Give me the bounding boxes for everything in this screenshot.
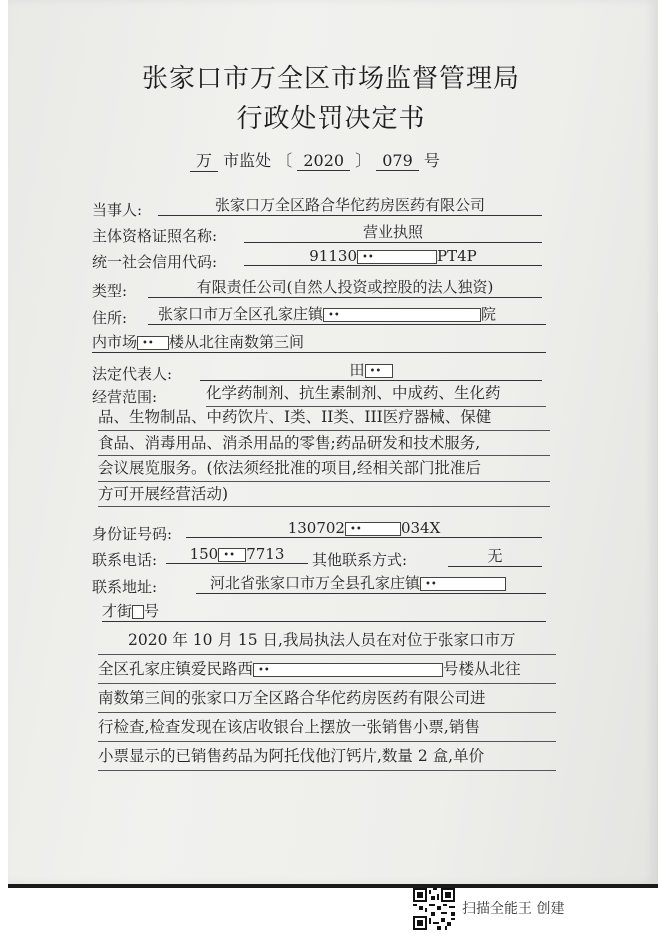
qr-code-icon (413, 888, 455, 930)
scope-line3: 食品、消毒用品、消杀用品的零售;药品研发和技术服务, (98, 431, 550, 457)
redaction-box: •• (365, 364, 393, 378)
body-line2-part2: 号楼从北往 (443, 660, 521, 678)
scope-text (98, 405, 550, 507)
contact-address-label: 联系地址: (92, 578, 158, 596)
body-line2-part1: 全区孔家庄镇爱民路西 (98, 660, 254, 678)
address-label: 住所: (92, 309, 128, 327)
legal-rep-label: 法定代表人: (92, 365, 173, 383)
redaction-box: •• (253, 663, 443, 677)
license-label: 主体资格证照名称: (92, 227, 218, 245)
type-label: 类型: (92, 282, 128, 300)
redaction-box: •• (323, 308, 481, 322)
redaction-box (132, 605, 144, 619)
body-line5: 小票显示的已销售药品为阿托伐他汀钙片,数量 2 盒,单价 (98, 742, 556, 771)
contact-address-line2 (102, 600, 546, 622)
scanner-watermark-text: 扫描全能王 创建 (462, 901, 565, 917)
id-part2: 034X (400, 519, 441, 537)
address-line2-part1: 内市场 (92, 333, 138, 351)
redaction-box: •• (345, 522, 401, 536)
id-label: 身份证号码: (92, 525, 173, 543)
scope-line1: 化学药制剂、抗生素制剂、中成药、生化药 (206, 381, 546, 407)
credit-code-part1: 91130 (309, 247, 357, 265)
address-value (148, 303, 546, 325)
phone-part2: 7713 (246, 545, 285, 563)
license-value: 营业执照 (244, 221, 542, 243)
docno-suffix: 号 (423, 151, 440, 170)
docno-year: 2020 (297, 151, 350, 171)
document-number (190, 148, 440, 172)
contact-address-part1: 河北省张家口市万全县孔家庄镇 (210, 574, 421, 592)
credit-code-part2: PT4P (436, 247, 477, 265)
other-contact-label: 其他联系方式: (312, 551, 408, 569)
scope-label: 经营范围: (92, 388, 158, 406)
agency-title: 张家口市万全区市场监督管理局 (141, 64, 520, 94)
phone-label: 联系电话: (92, 551, 158, 569)
legal-rep-name: 田 (349, 361, 365, 379)
contact-address-line2-part2: 号 (144, 602, 160, 620)
party-value: 张家口万全区路合华佗药房医药有限公司 (158, 194, 542, 216)
legal-rep-value (200, 359, 542, 381)
redaction-box: •• (137, 336, 169, 350)
body-line1: 2020 年 10 月 15 日,我局执法人员在对位于张家口市万 (98, 626, 556, 655)
scope-line5: 方可开展经营活动) (98, 482, 550, 508)
facts-paragraph (98, 626, 556, 771)
phone-value (166, 545, 308, 564)
id-value (186, 519, 542, 538)
contact-address-line2-part1: 才街 (102, 602, 133, 620)
address-part2: 院 (481, 305, 497, 323)
address-line2-part2: 楼从北往南数第三间 (169, 333, 305, 351)
docno-number: 079 (376, 151, 419, 171)
redaction-box: •• (218, 548, 246, 562)
scope-line2: 品、生物制品、中药饮片、I类、II类、III医疗器械、保健 (98, 405, 550, 431)
scope-line4: 会议展览服务。(依法须经批准的项目,经相关部门批准后 (98, 456, 550, 482)
docno-lbracket: 〔 (276, 151, 293, 170)
body-line3: 南数第三间的张家口万全区路合华佗药房医药有限公司进 (98, 684, 556, 713)
address-part1: 张家口市万全区孔家庄镇 (158, 305, 324, 323)
phone-part1: 150 (189, 545, 219, 563)
id-part1: 130702 (287, 519, 345, 537)
other-contact-value: 无 (448, 545, 542, 567)
body-line4: 行检查,检查发现在该店收银台上摆放一张销售小票,销售 (98, 713, 556, 742)
type-value: 有限责任公司(自然人投资或控股的法人独资) (148, 276, 542, 298)
docno-prefix: 万 (190, 148, 218, 172)
page-edge-shadow (8, 884, 658, 888)
redaction-box: •• (357, 250, 437, 264)
contact-address-value (196, 572, 546, 594)
docno-rbracket: 〕 (355, 151, 372, 170)
credit-code-label: 统一社会信用代码: (92, 253, 218, 271)
redaction-box: •• (420, 577, 506, 591)
party-label: 当事人: (92, 201, 143, 219)
docno-agency: 市监处 (223, 151, 272, 170)
credit-code-value (244, 247, 542, 266)
address-line2 (92, 331, 546, 353)
scope-line1-block (206, 381, 546, 407)
document-title: 行政处罚决定书 (236, 104, 426, 134)
body-line2 (98, 655, 556, 684)
